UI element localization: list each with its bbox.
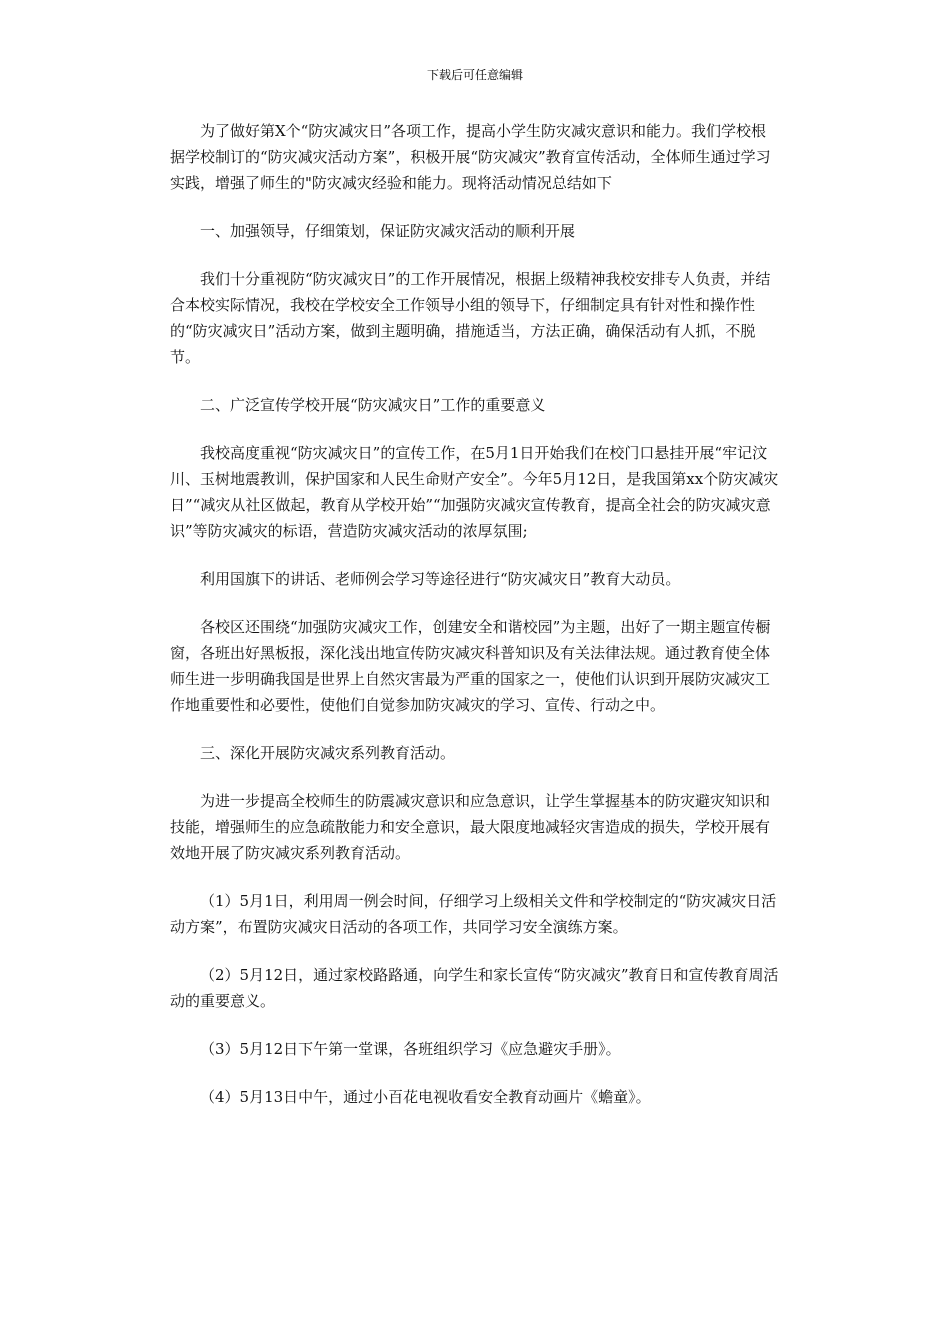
document-body xyxy=(170,118,780,1132)
paragraph: 我校高度重视“防灾减灾日”的宣传工作，在5月1日开始我们在校门口悬挂开展“牢记汶川、玉树地震教训，保护国家和人民生命财产安全”。今年5月12日，是我国第xx个防灾减灾日”“减灾从社区做起，教育从学校开始”“加强防灾减灾宣传教育，提高全社会的防灾减灾意识”等防灾减灾的标语，营造防灾减灾活动的浓厚氛围; xyxy=(170,444,779,540)
list-item: （1）5月1日，利用周一例会时间，仔细学习上级相关文件和学校制定的“防灾减灾日活动方案”，布置防灾减灾日活动的各项工作，共同学习安全演练方案。 xyxy=(170,892,777,936)
heading-section-3: 三、深化开展防灾减灾系列教育活动。 xyxy=(200,744,456,762)
list-item: （4）5月13日中午，通过小百花电视收看安全教育动画片《蟾童》。 xyxy=(200,1088,651,1106)
heading-section-1: 一、加强领导，仔细策划，保证防灾减灾活动的顺利开展 xyxy=(200,222,576,240)
paragraph: 为进一步提高全校师生的防震减灾意识和应急意识，让学生掌握基本的防灾避灾知识和技能，增强师生的应急疏散能力和安全意识，最大限度地减轻灾害造成的损失，学校开展有效地开展了防灾减灾系列教育活动。 xyxy=(170,792,771,862)
heading-section-2: 二、广泛宣传学校开展“防灾减灾日”工作的重要意义 xyxy=(200,396,546,414)
paragraph: 利用国旗下的讲话、老师例会学习等途径进行“防灾减灾日”教育大动员。 xyxy=(200,570,681,588)
paragraph: 我们十分重视防“防灾减灾日”的工作开展情况，根据上级精神我校安排专人负责，并结合本校实际情况，我校在学校安全工作领导小组的领导下，仔细制定具有针对性和操作性的“防灾减灾日”活动方案，做到主题明确，措施适当，方法正确，确保活动有人抓，不脱节。 xyxy=(170,270,771,366)
page-header: 下载后可任意编辑 xyxy=(426,68,523,82)
paragraph-intro: 为了做好第X个“防灾减灾日”各项工作，提高小学生防灾减灾意识和能力。我们学校根据学校制订的“防灾减灾活动方案”，积极开展“防灾减灾”教育宣传活动，全体师生通过学习实践，增强了师生的"防灾减灾经验和能力。现将活动情况总结如下 xyxy=(170,122,771,192)
paragraph: 各校区还围绕“加强防灾减灾工作，创建安全和谐校园”为主题，出好了一期主题宣传橱窗，各班出好黑板报，深化浅出地宣传防灾减灾科普知识及有关法律法规。通过教育使全体师生进一步明确我国是世界上自然灾害最为严重的国家之一，使他们认识到开展防灾减灾工作地重要性和必要性，使他们自觉参加防灾减灾的学习、宣传、行动之中。 xyxy=(170,618,771,714)
list-item: （3）5月12日下午第一堂课，各班组织学习《应急避灾手册》。 xyxy=(200,1040,621,1058)
list-item: （2）5月12日，通过家校路路通，向学生和家长宣传“防灾减灾”教育日和宣传教育周活动的重要意义。 xyxy=(170,966,779,1010)
